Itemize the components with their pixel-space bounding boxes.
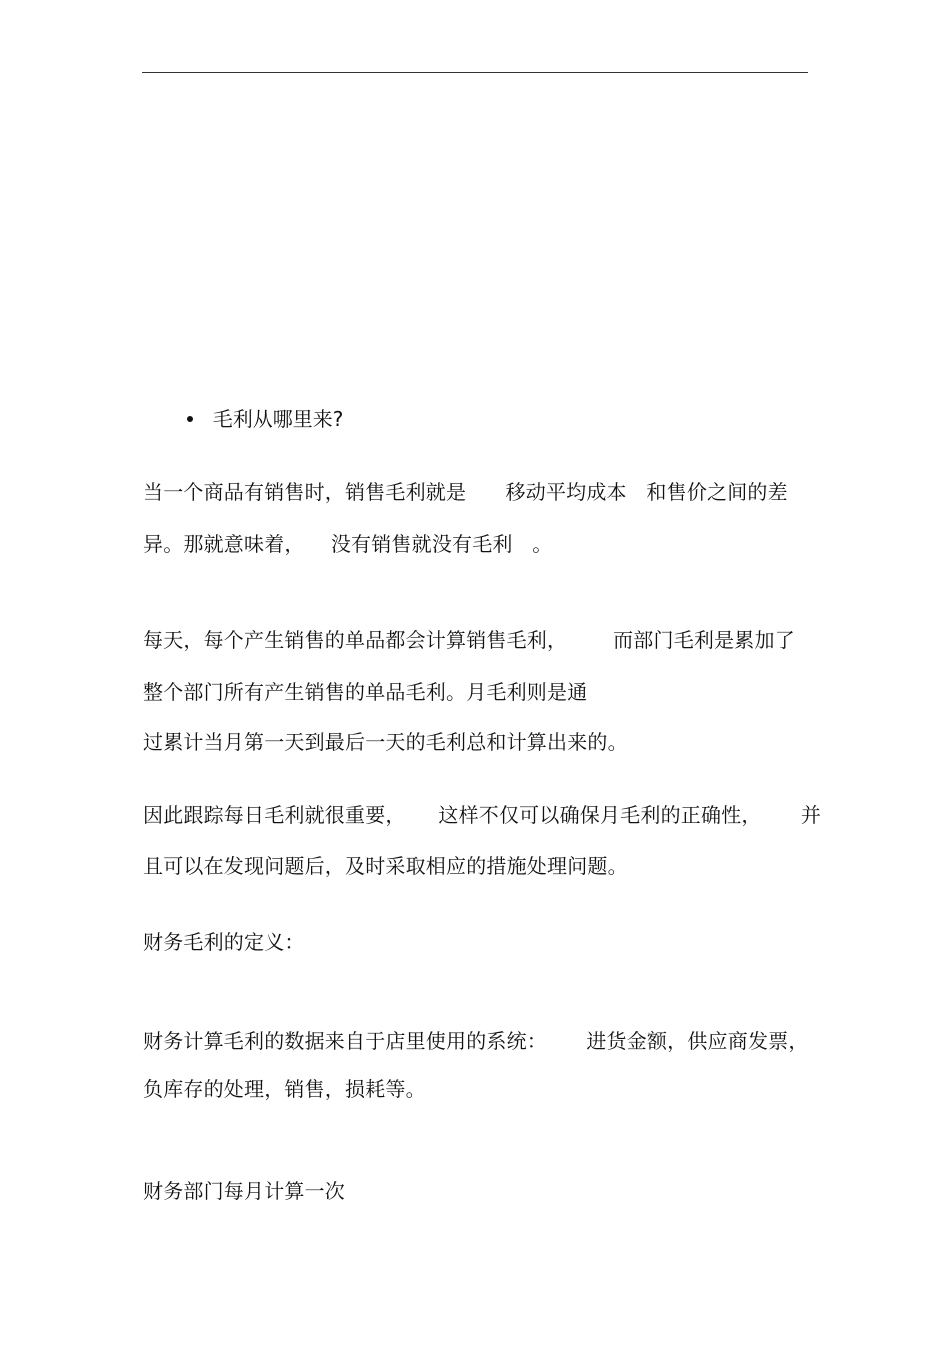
paragraph-2-line-1: 每天，每个产生销售的单品都会计算销售毛利， 而部门毛利是累加了 [143,628,795,652]
paragraph-4-line-1: 财务毛利的定义： [143,930,305,954]
paragraph-3-line-1: 因此跟踪每日毛利就很重要， 这样不仅可以确保月毛利的正确性， 并 [143,803,822,827]
bullet-item [174,380,343,432]
header-rule [142,72,808,73]
bullet-text: 毛利从哪里来? [212,407,344,431]
paragraph-3-line-2: 且可以在发现问题后，及时采取相应的措施处理问题。 [143,854,628,878]
bullet-dot-icon [187,416,193,422]
paragraph-2-line-2: 整个部门所有产生销售的单品毛利。月毛利则是通 [143,680,588,704]
paragraph-1-line-1: 当一个商品有销售时，销售毛利就是 移动平均成本 和售价之间的差 [143,480,788,504]
paragraph-6-line-1: 财务部门每月计算一次 [143,1179,345,1203]
paragraph-5-line-2: 负库存的处理，销售，损耗等。 [143,1077,426,1101]
paragraph-5-line-1: 财务计算毛利的数据来自于店里使用的系统： 进货金额，供应商发票， [143,1029,809,1053]
paragraph-2-line-3: 过累计当月第一天到最后一天的毛利总和计算出来的。 [143,730,628,754]
paragraph-1-line-2: 异。那就意味着， 没有销售就没有毛利 。 [143,532,553,556]
